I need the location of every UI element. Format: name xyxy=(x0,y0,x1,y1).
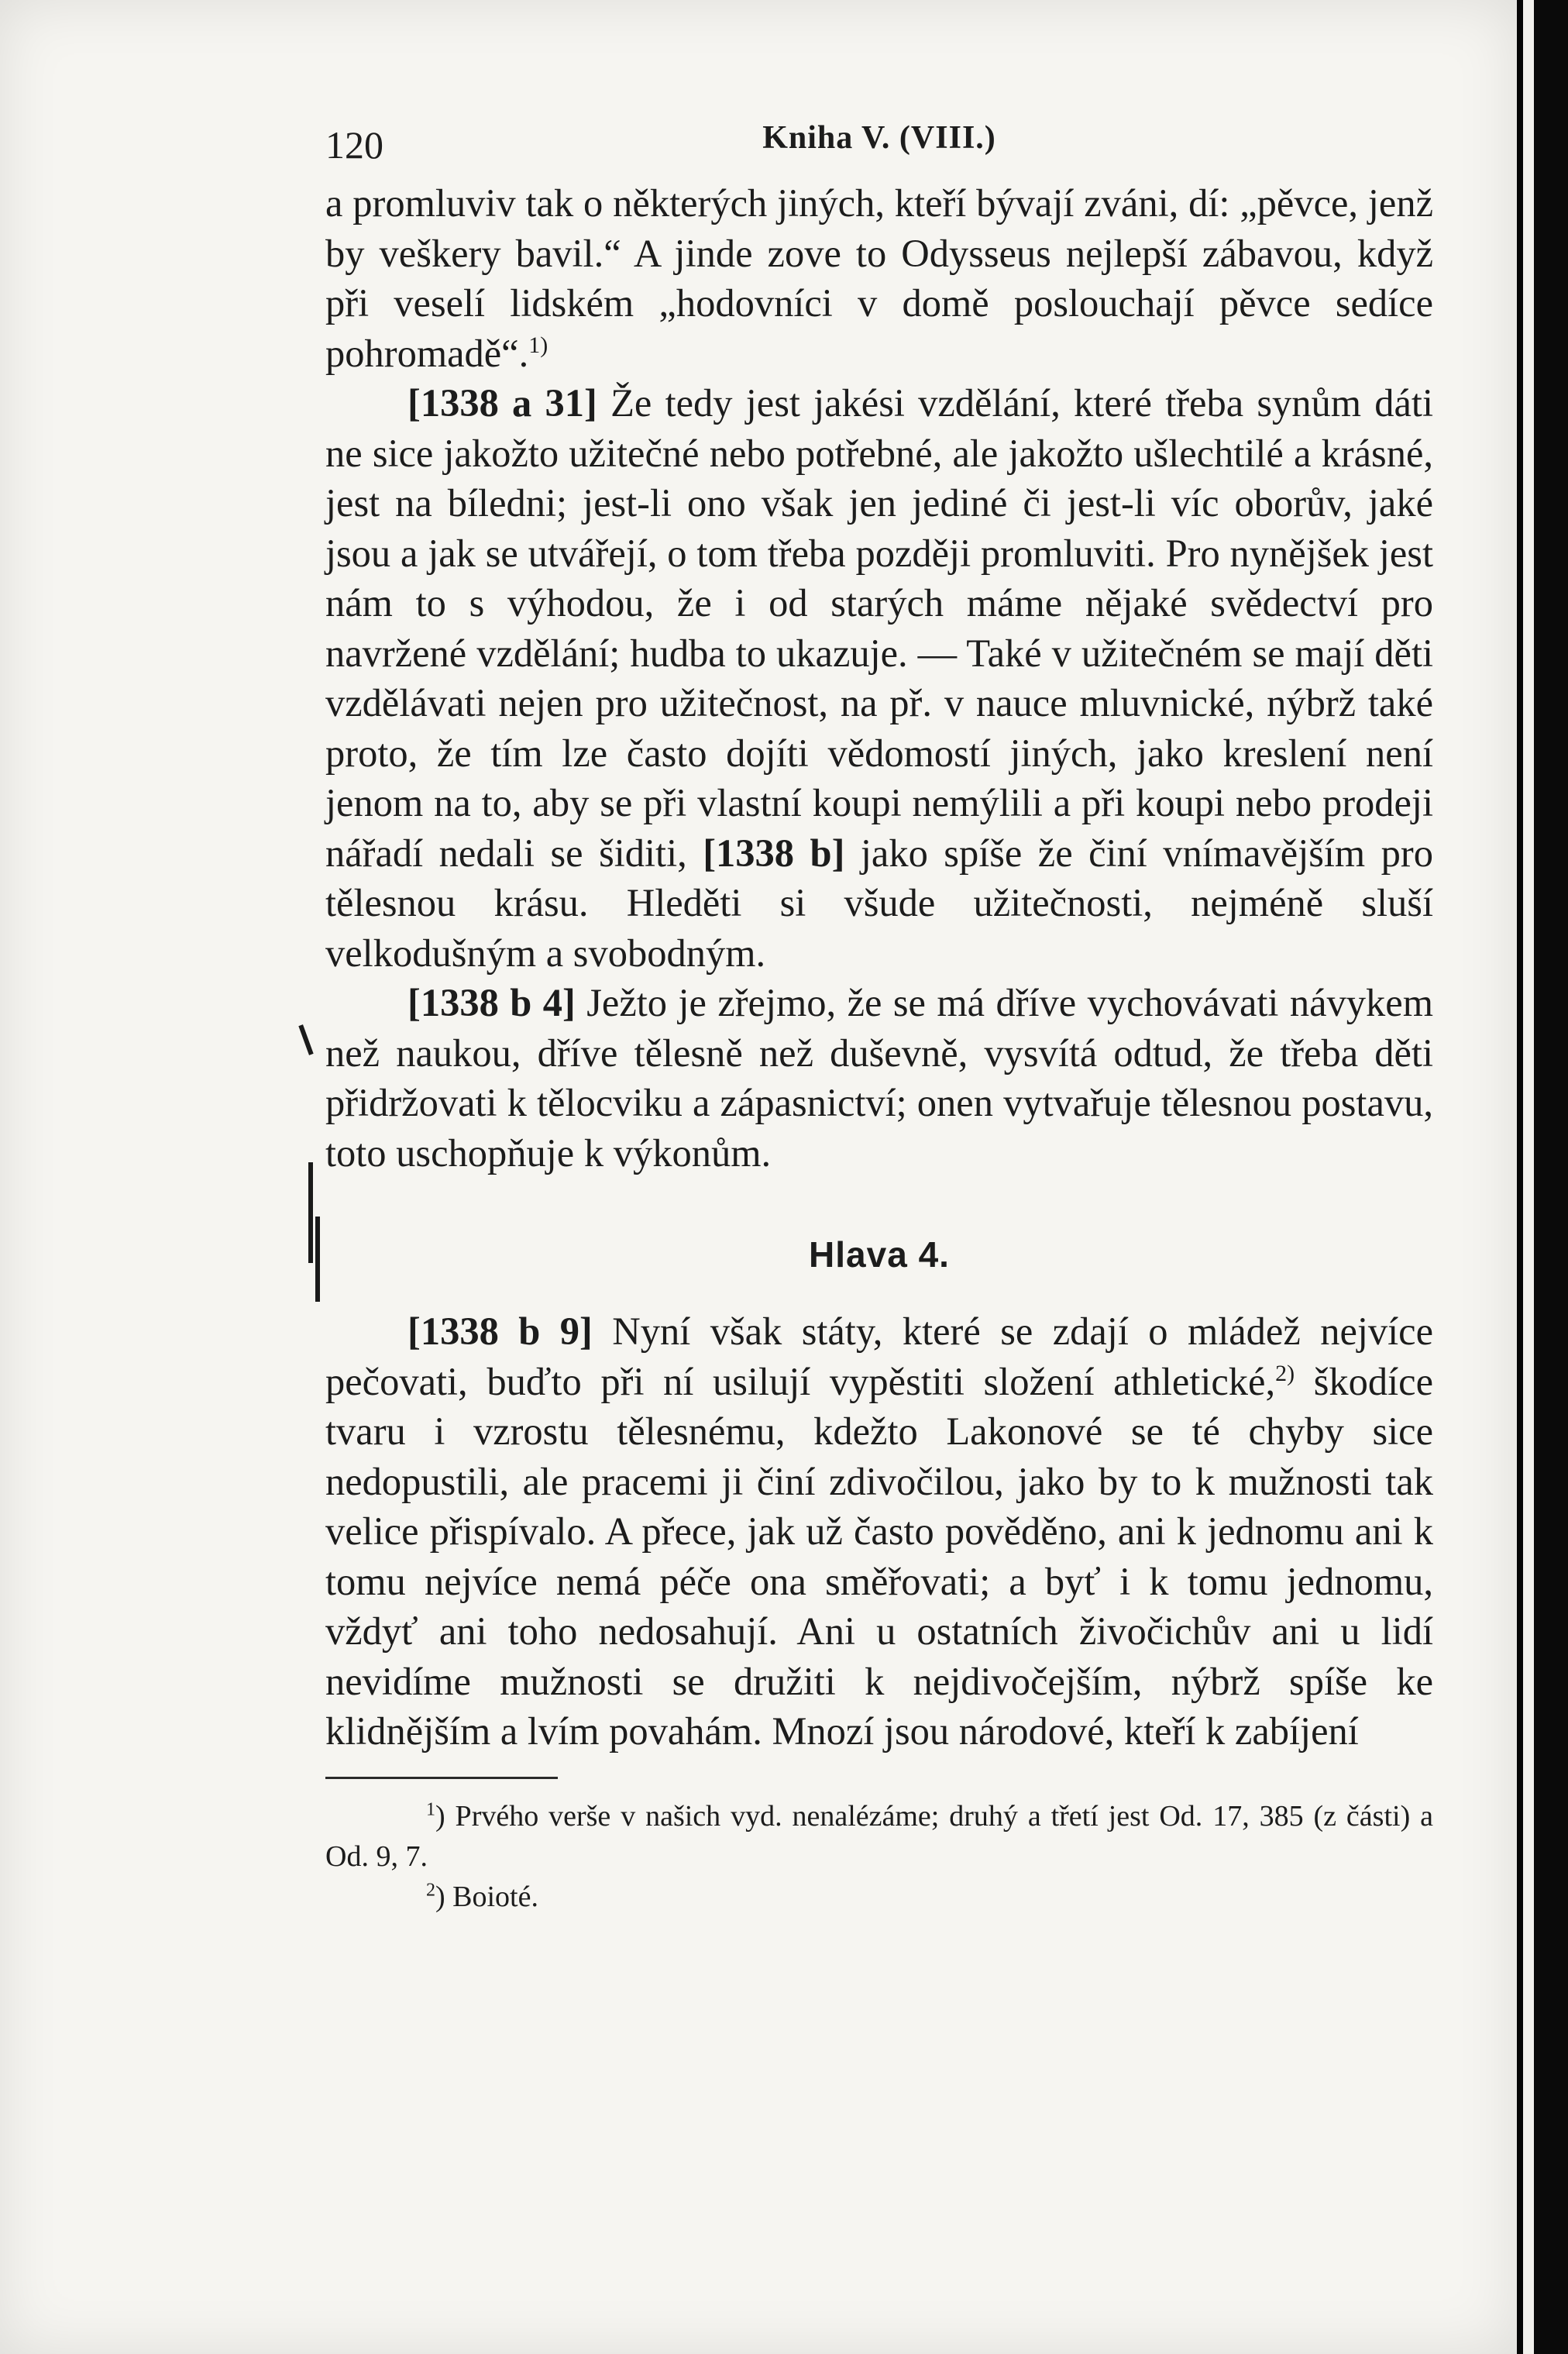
running-head: Kniha V. (VIII.) xyxy=(762,120,996,156)
bekker-ref: [1338 b 9] xyxy=(407,1309,593,1353)
paragraph-3-text: Ježto je zřejmo, že se má dříve vychovávati návykem než naukou, dříve tělesně než duševně, vysvítá odtud, že třeba děti přidržovati k tělocviku a zápasnictví; onen vytvařuje tělesnou postavu, toto uschopňuje k výkonům. xyxy=(325,981,1433,1175)
paragraph-2 xyxy=(325,378,1433,978)
footnote-text: ) Prvého verše v našich vyd. nenalézáme; druhý a třetí jest Od. 17, 385 (z části) a Od. 9, 7. xyxy=(325,1799,1433,1873)
margin-mark xyxy=(315,1217,320,1302)
footnote-1 xyxy=(325,1796,1433,1877)
paragraph-1-text: a promluviv tak o některých jiných, kteří bývají zváni, dí: „pěvce, jenž by veškery bavil.“ A jinde zove to Odysseus nejlepší zábavou, když při veselí lidském „hodovníci v domě poslouchají pěvce sedíce pohromadě“. xyxy=(325,181,1433,375)
footnote-ref-2: 2) xyxy=(1275,1360,1295,1386)
chapter-title: Hlava 4. xyxy=(809,1234,950,1275)
footnote-ref-1: 1) xyxy=(528,332,548,358)
paragraph-3 xyxy=(325,978,1433,1178)
footnote-mark: 1 xyxy=(426,1798,435,1819)
page-header xyxy=(325,108,1433,178)
bekker-ref: [1338 a 31] xyxy=(407,381,597,425)
footnote-mark: 2 xyxy=(426,1879,435,1900)
text-block xyxy=(325,108,1433,1917)
margin-mark xyxy=(308,1162,313,1263)
paragraph-4-text-b: škodíce tvaru i vzrostu tělesnému, kdežto Lakonové se té chyby sice nedopustili, ale pracemi ji činí zdivočilou, jako by to k mužnosti tak velice přispívalo. A přece, jak už často pověděno, ani k jednomu ani k tomu nejvíce nemá péče ona směřovati; a byť i k tomu jednomu, vždyť ani toho nedosahují. Ani u ostatních živočichův ani u lidí nevidíme mužnosti se družiti k nejdivočejším, nýbrž spíše ke klidnějším a lvím povahám. Mnozí jsou národové, kteří k zabíjení xyxy=(325,1359,1433,1753)
margin-mark xyxy=(298,1024,313,1055)
paragraph-2-text-a: Že tedy jest jakési vzdělání, které třeba synům dáti ne sice jakožto užitečné nebo potřebné, ale jakožto ušlechtilé a krásné, jest na bíledni; jest-li ono však jen jediné či jest-li víc oborův, jaké jsou a jak se utvářejí, o tom třeba později promluviti. Pro nynějšek jest nám to s výhodou, že i od starých máme nějaké svědectví pro navržené vzdělání; hudba to ukazuje. — Také v užitečném se mají děti vzdělávati nejen pro užitečnost, na př. v nauce mluvnické, nýbrž také proto, že tím lze často dojíti vědomostí jiných, jako kreslení není jenom na to, aby se při vlastní koupi nemýlili a při koupi nebo prodeji nářadí nedali se šiditi, xyxy=(325,381,1433,875)
paragraph-4-text-a: Nyní však státy, které se zdají o mládež nejvíce pečovati, buďto při ní usilují vypěstiti složení athletické, xyxy=(325,1309,1433,1403)
bekker-ref: [1338 b 4] xyxy=(407,981,576,1024)
footnote-rule xyxy=(325,1777,558,1779)
paragraph-2-text-b: jako spíše že činí vnímavějším pro tělesnou krásu. Hleděti si všude užitečnosti, nejméně sluší velkodušným a svobodným. xyxy=(325,831,1433,975)
bekker-ref: [1338 b] xyxy=(703,831,845,875)
page-number: 120 xyxy=(325,123,383,167)
footnote-text: ) Boioté. xyxy=(435,1880,538,1913)
paragraph-1 xyxy=(325,178,1433,378)
paragraph-4 xyxy=(325,1306,1433,1757)
adjacent-page-edge xyxy=(1517,0,1568,2354)
footnote-2 xyxy=(325,1877,1433,1917)
